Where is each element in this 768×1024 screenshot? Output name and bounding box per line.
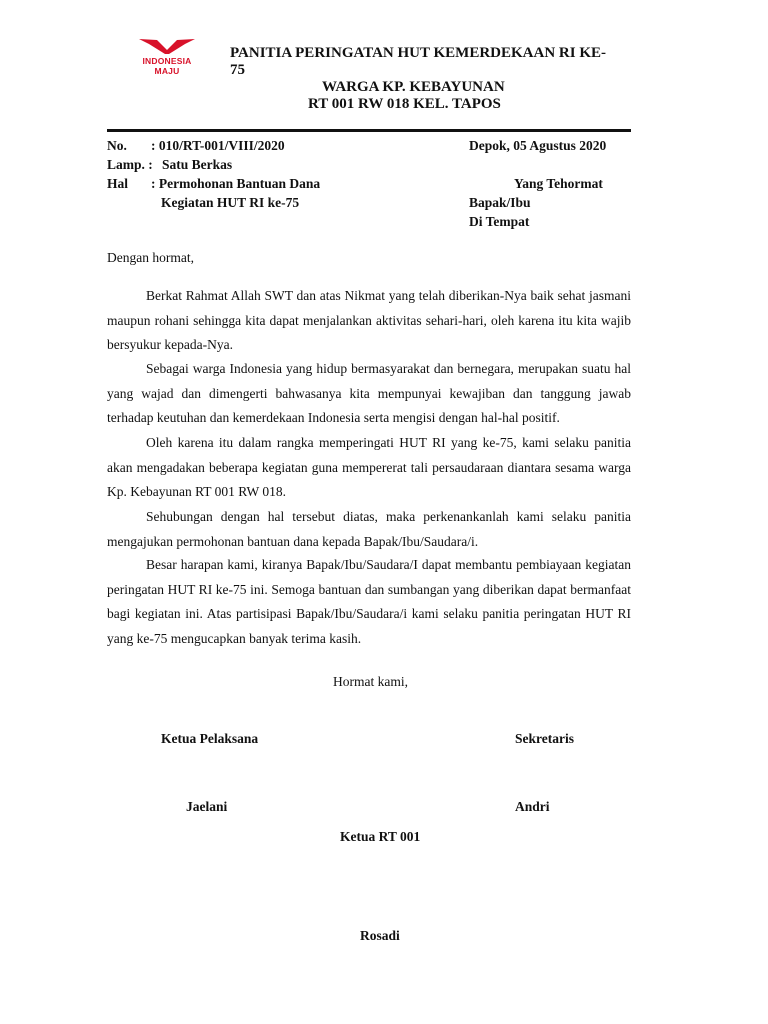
header-divider — [107, 129, 631, 132]
logo-wing-icon — [137, 36, 197, 56]
sekretaris-title: Sekretaris — [515, 731, 574, 746]
paragraph-3: Oleh karena itu dalam rangka memperingati HUT RI yang ke-75, kami selaku panitia akan mengadakan beberapa kegiatan guna mempererat tali persaudaraan diantara sesama warga Kp. Kebayunan RT 001 RW 018. — [107, 435, 631, 499]
logo-line2: MAJU — [154, 66, 180, 76]
recipient-line2: Bapak/Ibu — [469, 195, 531, 210]
indonesia-maju-logo — [134, 36, 204, 76]
recipient-line3: Di Tempat — [469, 214, 530, 229]
header-title-line2: WARGA KP. KEBAYUNAN — [322, 79, 505, 95]
greeting: Dengan hormat, — [107, 250, 194, 265]
letter-date: Depok, 05 Agustus 2020 — [469, 138, 607, 153]
closing: Hormat kami, — [333, 674, 408, 689]
paragraph-2: Sebagai warga Indonesia yang hidup bermasyarakat dan bernegara, merupakan suatu hal yang wajad dan dimengerti bahwasanya kita mempunyai kewajiban dan tanggung jawab terhadap keutuhan dan kemerdekaan Indonesia serta mengisi dengan hal-hal positif. — [107, 361, 631, 425]
ketua-rt-title: Ketua RT 001 — [340, 829, 421, 844]
ketua-pelaksana-title: Ketua Pelaksana — [161, 731, 259, 746]
paragraph-5: Besar harapan kami, kiranya Bapak/Ibu/Saudara/I dapat membantu pembiayaan kegiatan peringatan HUT RI ke-75 ini. Semoga bantuan dan sumbangan yang diberikan dapat bermanfaat bagi kegiatan ini. Atas partisipasi Bapak/Ibu/Saudara/i kami selaku panitia peringatan HUT RI yang ke-75 mengucapkan banyak terima kasih. — [107, 557, 631, 646]
lamp-value: Satu Berkas — [162, 157, 233, 172]
hal-value-line2: Kegiatan HUT RI ke-75 — [161, 195, 300, 210]
sekretaris-name: Andri — [515, 799, 550, 814]
lamp-label: Lamp. : — [107, 157, 153, 172]
ketua-pelaksana-name: Jaelani — [186, 799, 228, 814]
hal-label: Hal — [107, 176, 129, 191]
ketua-rt-name: Rosadi — [360, 928, 400, 943]
paragraph-4: Sehubungan dengan hal tersebut diatas, maka perkenankanlah kami selaku panitia mengajukan permohonan bantuan dana kepada Bapak/Ibu/Saudara/i. — [107, 509, 631, 549]
header-title-line1b: 75 — [230, 62, 245, 78]
header-title-line1: PANITIA PERINGATAN HUT KEMERDEKAAN RI KE- — [230, 45, 607, 61]
header-title-line3: RT 001 RW 018 KEL. TAPOS — [308, 96, 501, 112]
no-value: : 010/RT-001/VIII/2020 — [151, 138, 285, 153]
hal-value: : Permohonan Bantuan Dana — [151, 176, 321, 191]
recipient-line1: Yang Tehormat — [514, 176, 603, 191]
no-label: No. — [107, 138, 127, 153]
paragraph-1: Berkat Rahmat Allah SWT dan atas Nikmat yang telah diberikan-Nya baik sehat jasmani maupun rohani sehingga kita dapat menjalankan aktivitas sehari-hari, oleh karena itu kita wajib bersyukur kepada-Nya. — [107, 288, 631, 352]
logo-line1: INDONESIA — [142, 56, 192, 66]
